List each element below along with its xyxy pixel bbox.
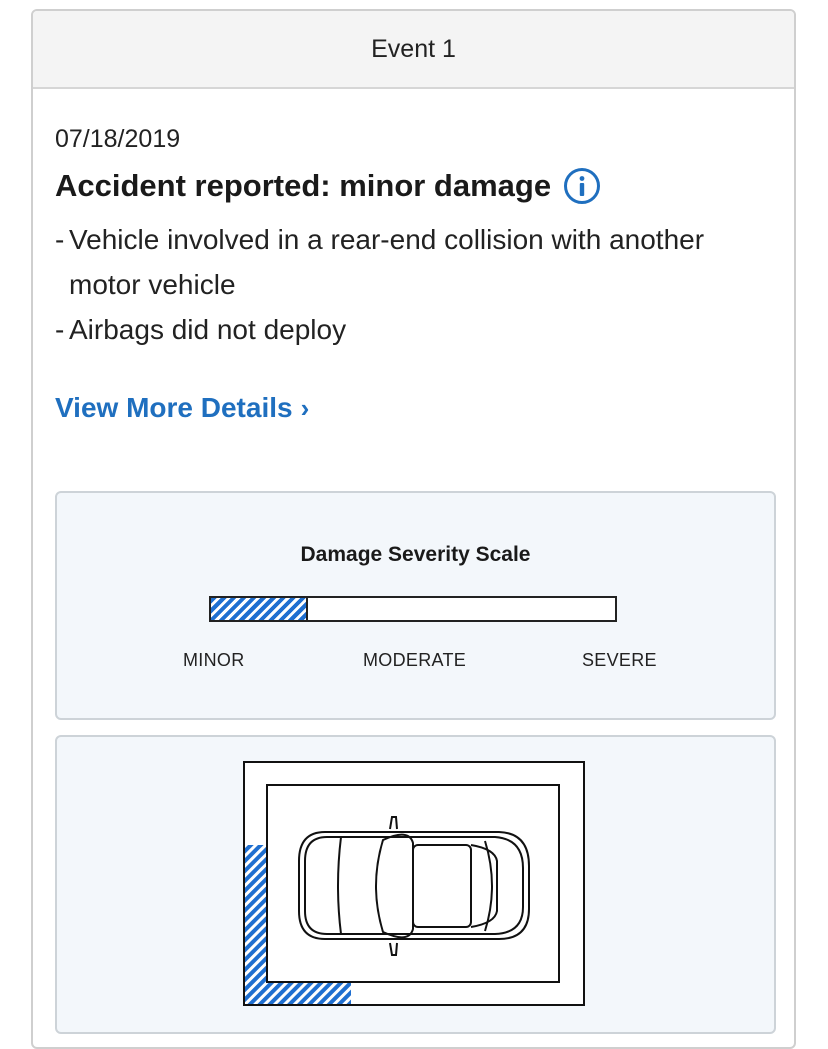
severity-scale-title: Damage Severity Scale <box>300 543 531 566</box>
info-circle-icon[interactable] <box>563 167 601 205</box>
event-date: 07/18/2019 <box>55 125 181 153</box>
damage-location-panel <box>55 735 776 1034</box>
damage-location-diagram <box>243 761 585 1007</box>
event-detail-text: Airbags did not deploy <box>69 314 347 345</box>
bullet-dash: - <box>55 224 65 255</box>
event-detail-item <box>55 217 772 307</box>
view-more-details-link[interactable] <box>55 392 309 424</box>
chevron-right-icon: › <box>300 393 310 423</box>
event-card <box>31 9 796 1049</box>
severity-label-moderate: MODERATE <box>363 650 467 670</box>
event-headline: Accident reported: minor damage <box>55 168 552 203</box>
damage-severity-panel <box>55 491 776 720</box>
event-card-header <box>33 11 794 89</box>
event-detail-text: Vehicle involved in a rear-end collision with another motor vehicle <box>69 224 705 300</box>
event-content <box>33 125 794 670</box>
severity-scale-bar <box>209 596 617 622</box>
severity-scale-fill <box>211 598 308 620</box>
event-title-label: Event 1 <box>371 34 456 63</box>
event-headline-row <box>55 167 772 205</box>
severity-label-severe: SEVERE <box>582 650 657 670</box>
event-detail-item <box>55 307 772 352</box>
event-details-list <box>55 217 772 352</box>
bullet-dash: - <box>55 314 65 345</box>
view-more-label: View More Details <box>55 392 293 423</box>
severity-label-minor: MINOR <box>183 650 245 670</box>
